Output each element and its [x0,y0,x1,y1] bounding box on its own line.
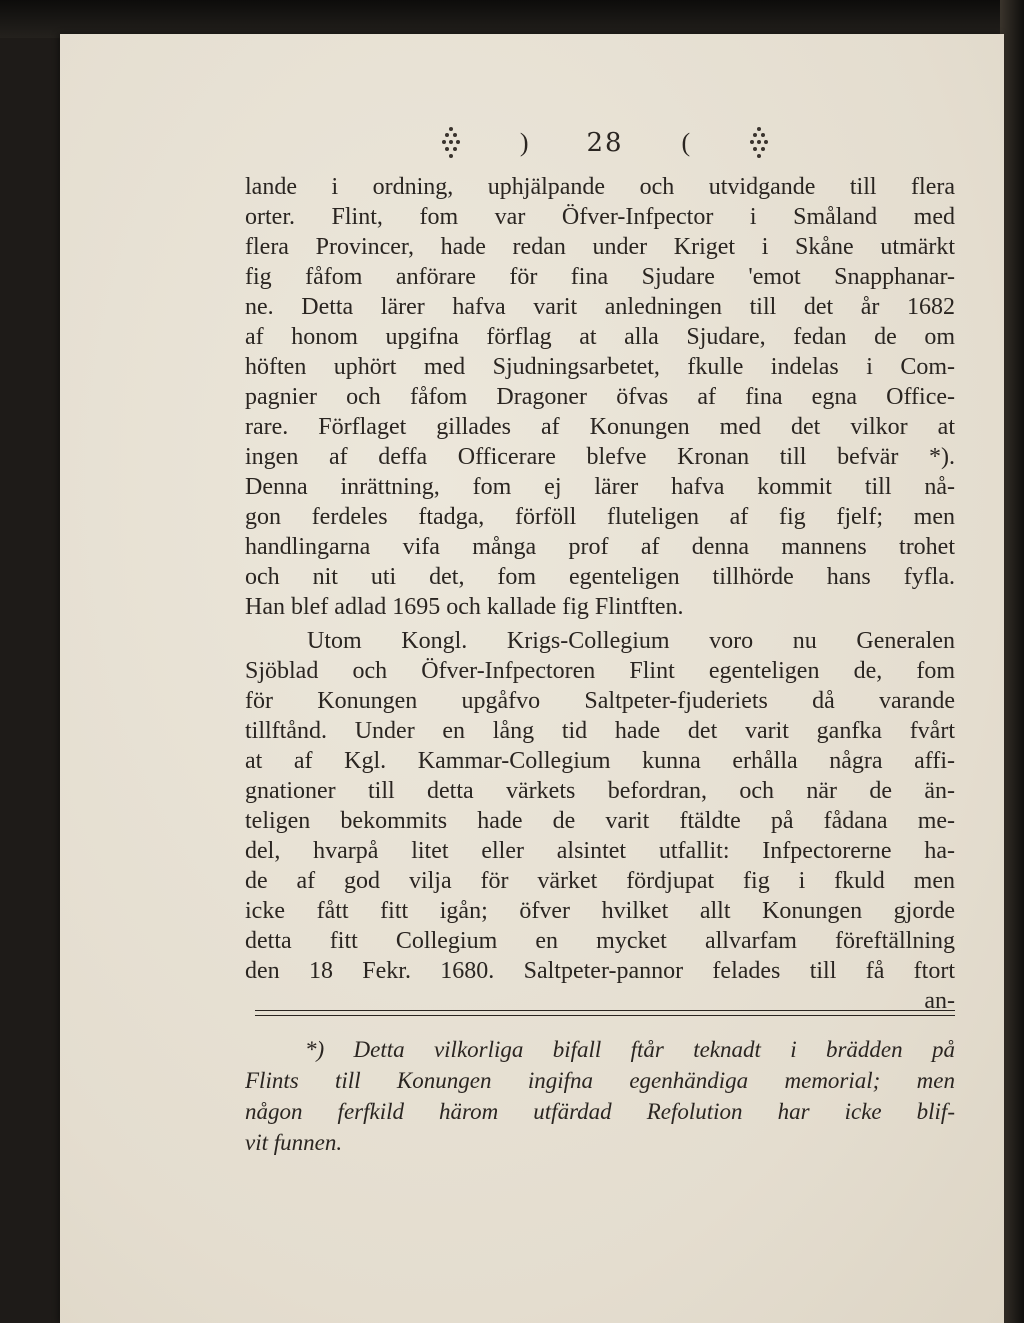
text-line: Han blef adlad 1695 och kallade fig Flintften. [245,594,684,620]
text-line: gnationer till detta värkets befordran, och när de än- [245,778,955,804]
text-line: lande i ordning, uphjälpande och utvidgande till flera [245,174,955,200]
footnote [245,1034,955,1158]
text-line: flera Provincer, hade redan under Kriget i Skåne utmärkt [245,234,955,260]
header-paren-right: ( [681,128,691,157]
text-line: och nit uti det, fom egenteligen tillhörde hans fyfla. [245,564,955,590]
text-line: tillftånd. Under en lång tid hade det varit ganfka fvårt [245,718,955,744]
text-line: Denna inrättning, fom ej lärer hafva kommit till nå- [245,474,955,500]
text-line: orter. Flint, fom var Öfver-Infpector i Småland med [245,204,955,230]
text-line: de af god vilja för värket fördjupat fig i fkuld men [245,868,955,894]
text-line: ne. Detta lärer hafva varit anledningen till det år 1682 [245,294,955,320]
page-number: 28 [586,128,624,158]
header-paren-left: ) [519,128,529,157]
text-line: Utom Kongl. Krigs-Collegium voro nu Generalen [307,628,955,654]
footnote-line: någon ferfkild härom utfärdad Refolution har icke blif- [245,1099,955,1124]
ornament-icon [440,123,462,163]
text-line: af honom upgifna förflag at alla Sjudare, fedan de om [245,324,955,350]
text-line: at af Kgl. Kammar-Collegium kunna erhålla några affi- [245,748,955,774]
text-line: fig fåfom anförare för fina Sjudare 'emot Snapphanar- [245,264,955,290]
footnote-divider [255,1010,955,1016]
paragraph-1 [245,172,955,622]
footnote-line: vit funnen. [245,1130,343,1155]
text-line: ingen af deffa Officerare blefve Kronan till befvär *). [245,444,955,470]
text-line: höften uphört med Sjudningsarbetet, fkulle indelas i Com- [245,354,955,380]
text-line: för Konungen upgåfvo Saltpeter-fjuderiets då varande [245,688,955,714]
text-line: Sjöblad och Öfver-Infpectoren Flint egenteligen de, fom [245,658,955,684]
footnote-line: *) Detta vilkorliga bifall ftår teknadt i brädden på [305,1037,955,1062]
scan-border-top [0,0,1024,38]
page-header [440,118,770,168]
footnote-line: Flints till Konungen ingifna egenhändiga memorial; men [245,1068,955,1093]
text-line: detta fitt Collegium en mycket allvarfam föreftällning [245,928,955,954]
text-line: den 18 Fekr. 1680. Saltpeter-pannor felades till få ftort [245,958,955,984]
text-line: handlingarna vifa många prof af denna mannens trohet [245,534,955,560]
text-line: gon ferdeles ftadga, förföll fluteligen af fig fjelf; men [245,504,955,530]
text-line: pagnier och fåfom Dragoner öfvas af fina egna Office- [245,384,955,410]
paragraph-2 [245,626,955,1016]
text-line: rare. Förflaget gillades af Konungen med det vilkor at [245,414,955,440]
catchword: an- [924,988,955,1014]
text-line: del, hvarpå litet eller alsintet utfallit: Infpectorerne ha- [245,838,955,864]
ornament-icon [748,123,770,163]
text-line: icke fått fitt igån; öfver hvilket allt Konungen gjorde [245,898,955,924]
text-line: teligen bekommits hade de varit ftäldte på fådana me- [245,808,955,834]
